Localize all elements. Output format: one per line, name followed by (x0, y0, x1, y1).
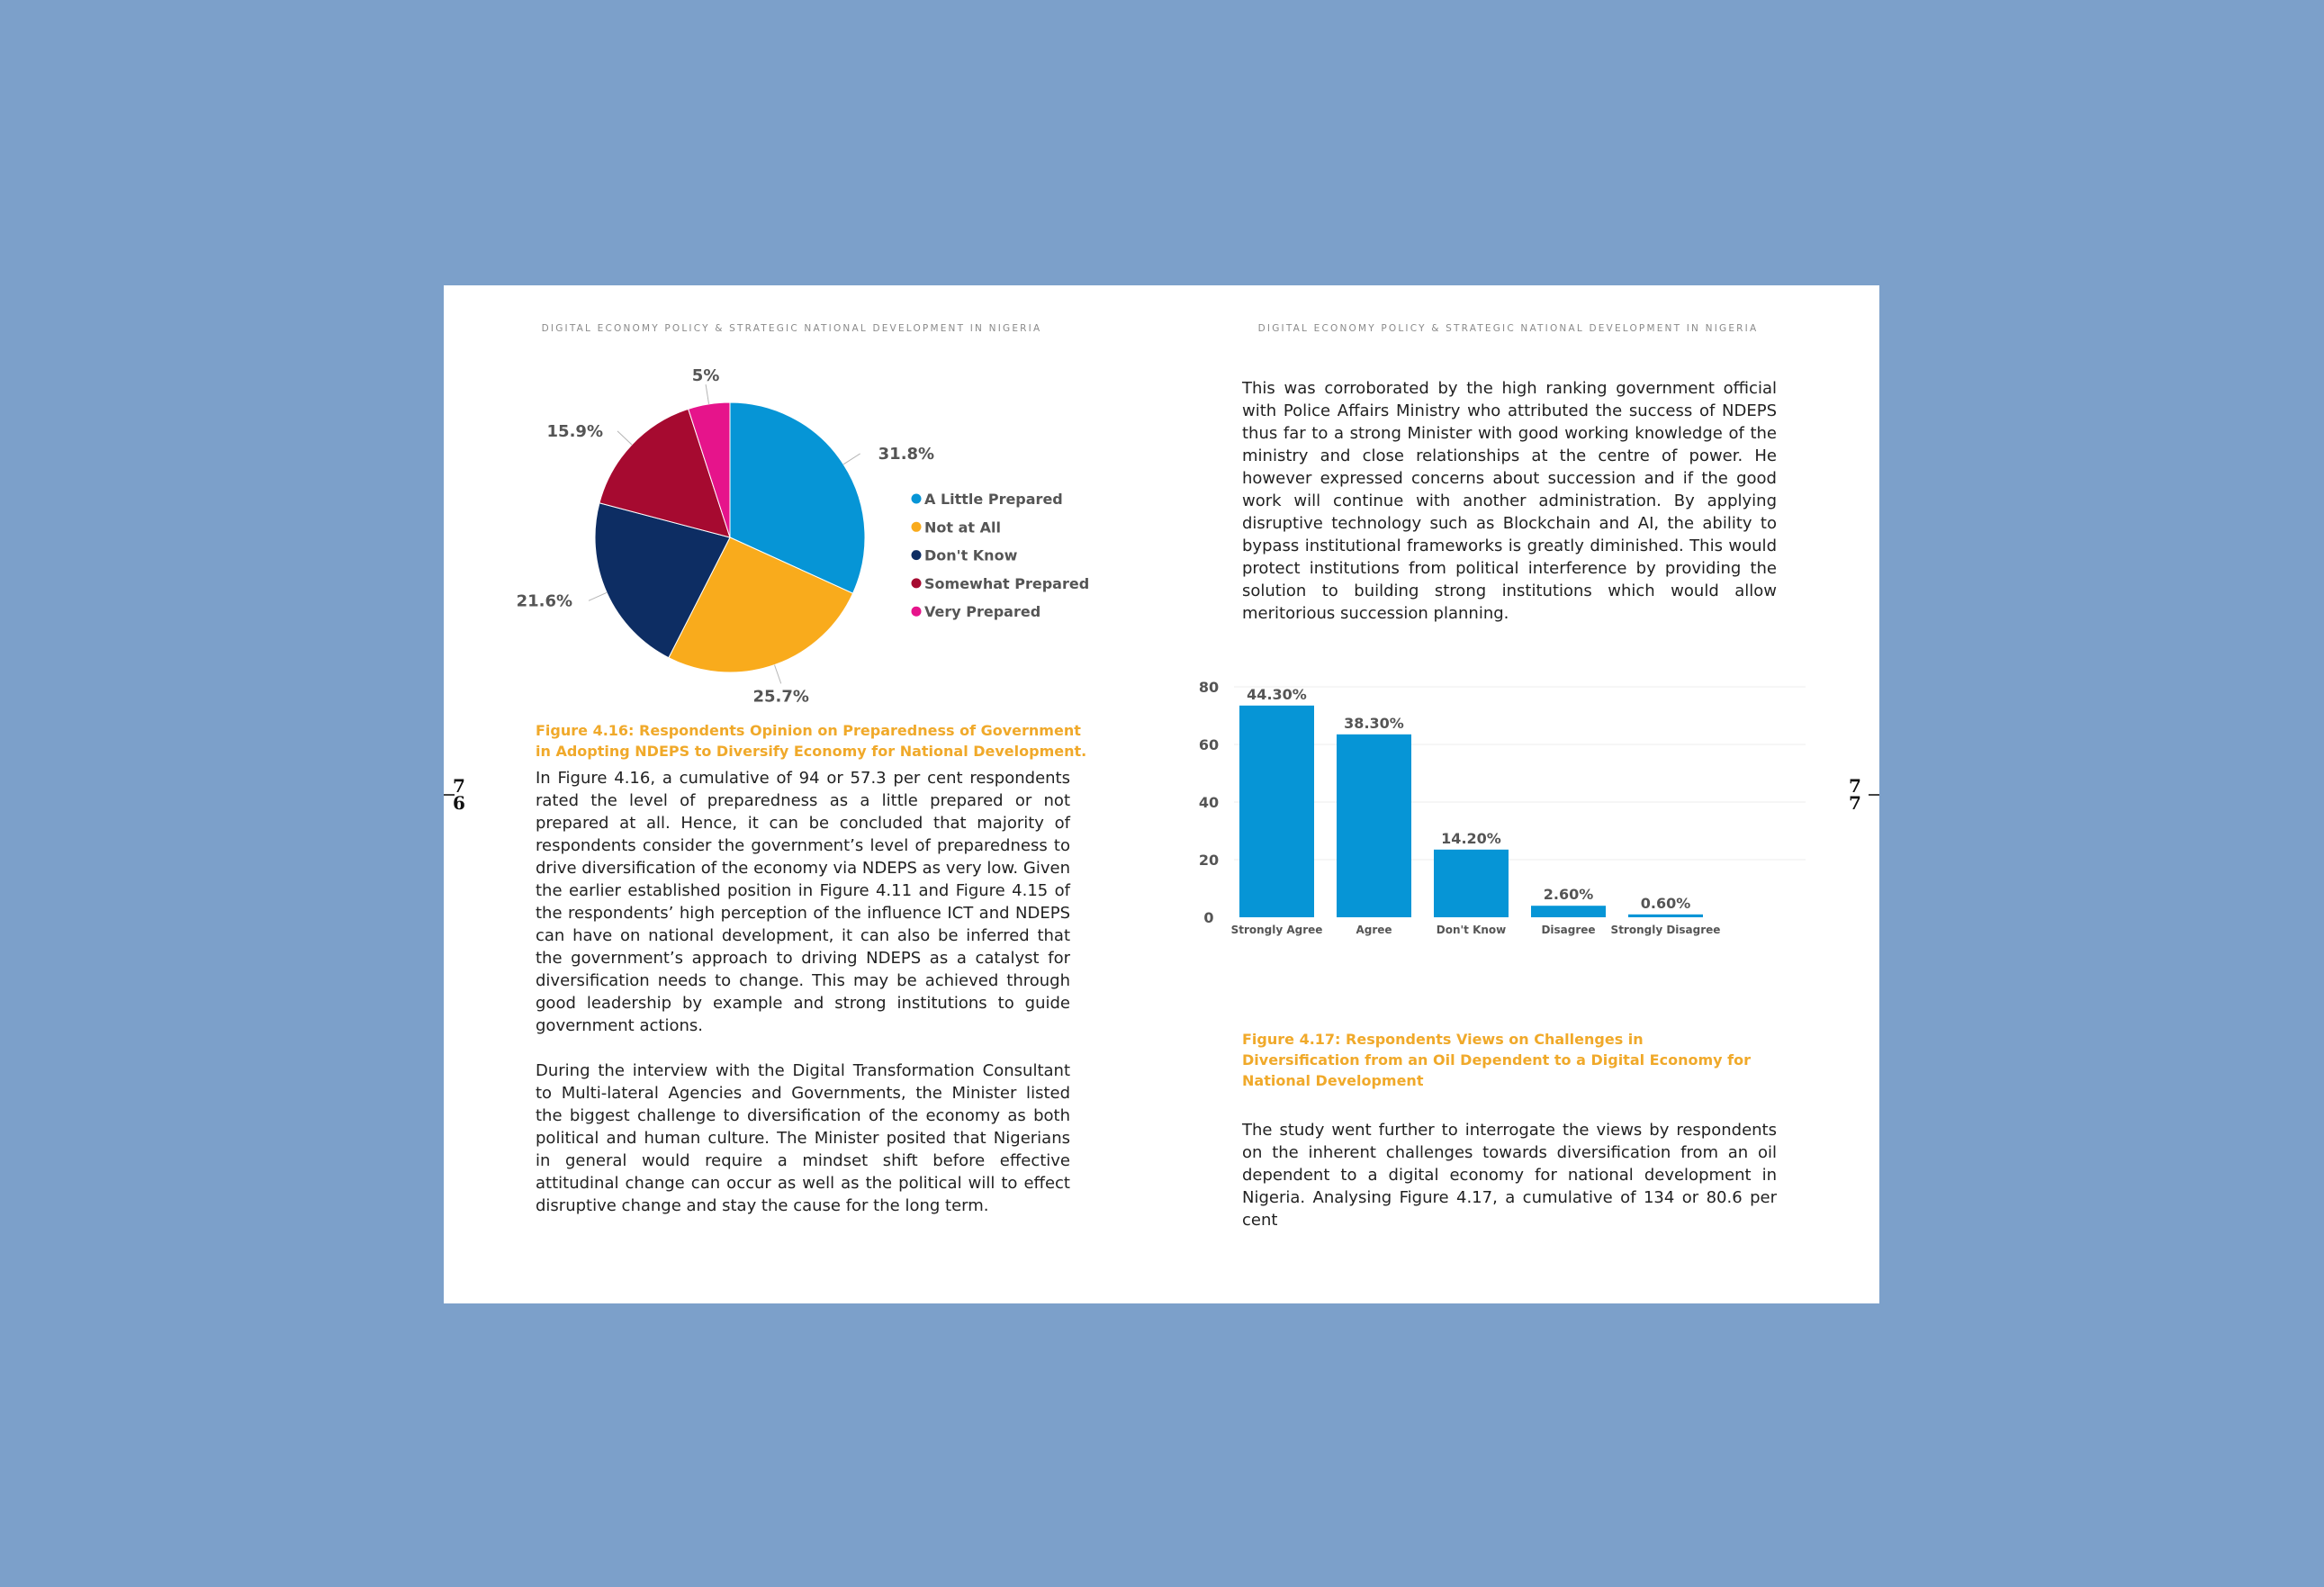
x-tick-label-strongly-disagree: Strongly Disagree (1610, 924, 1721, 936)
pie-leader-not-at-all (774, 665, 780, 684)
figure-caption-4-17: Figure 4.17: Respondents Views on Challenges in Diversification from an Oil Dependent to a Digital Economy for National Development (1242, 1031, 1751, 1089)
bar-don-t-know (1434, 850, 1509, 917)
page-number-left-digit-1: 7 (453, 775, 465, 797)
bar-chart (1162, 645, 1879, 942)
pie-data-label-don-t-know: 21.6% (516, 591, 573, 611)
right-page (1162, 285, 1879, 1303)
right-paragraph-2: The study went further to interrogate the views by respondents on the inherent challenges towards diversification from an oil dependent to a digital economy for national development in Nigeria. Analysing Figure 4.17, a cumulative of 134 or 80.6 per cent (1242, 1121, 1777, 1230)
legend-label-a-little-prepared: A Little Prepared (924, 491, 1063, 508)
y-tick-label-60: 60 (1198, 736, 1220, 753)
bar-data-label-don-t-know: 14.20% (1441, 829, 1501, 847)
bar-data-label-disagree: 2.60% (1543, 886, 1594, 904)
y-tick-label-40: 40 (1198, 794, 1220, 811)
page-number-right-digit-2: 7 (1849, 792, 1861, 814)
figure-caption-4-16: Figure 4.16: Respondents Opinion on Preparedness of Government in Adopting NDEPS to Diversify Economy for National Development. (536, 722, 1087, 760)
page-number-right (1849, 775, 1861, 814)
y-tick-label-80: 80 (1198, 679, 1220, 696)
right-paragraph-1: This was corroborated by the high ranking government official with Police Affairs Ministry who attributed the success of NDEPS thus far to a strong Minister with good working knowledge of the ministry and close relationships at the centre of power. He however expressed concerns about succession and if the good work will continue with another administration. By applying disruptive technology such as Blockchain and AI, the ability to bypass institutional frameworks is greatly diminished. This would protect institutions from political interference by providing the solution to building strong institutions which would allow meritorious succession planning. (1242, 379, 1777, 623)
left-page (444, 285, 1161, 1303)
legend-label-somewhat-prepared: Somewhat Prepared (924, 574, 1090, 592)
x-tick-label-disagree: Disagree (1541, 924, 1596, 936)
left-paragraph-1: In Figure 4.16, a cumulative of 94 or 57.3 per cent respondents rated the level of preparedness as a little prepared or not prepared at all. Hence, it can be concluded that majority of respondents consider the government’s level of preparedness to drive diversification of the economy via NDEPS as very low. Given the earlier established position in Figure 4.11 and Figure 4.15 of the respondents’ high perception of the influence ICT and NDEPS can have on national development, it can also be inferred that the government’s approach to driving NDEPS as a catalyst for diversification needs to change. This may be achieved through good leadership by example and strong institutions to guide government actions. (536, 769, 1070, 1035)
bar-agree (1337, 735, 1411, 917)
pie-data-label-a-little-prepared: 31.8% (878, 444, 935, 464)
x-tick-label-don-t-know: Don't Know (1436, 924, 1507, 936)
pie-data-label-very-prepared: 5% (691, 366, 720, 386)
left-paragraph-2: During the interview with the Digital Transformation Consultant to Multi-lateral Agencies and Governments, the Minister listed the biggest challenge to diversification of the economy as both political and human culture. The Minister posited that Nigerians in general would require a mindset shift before effective attitudinal change can occur as well as the political will to effect disruptive change and stay the cause for the long term. (536, 1061, 1070, 1215)
legend-swatch-very-prepared (912, 607, 922, 617)
pie-leader-a-little-prepared (843, 454, 860, 464)
legend-swatch-not-at-all (912, 522, 922, 532)
page-edge-tick-right (1869, 794, 1879, 796)
x-tick-label-agree: Agree (1356, 924, 1392, 936)
legend-swatch-a-little-prepared (912, 494, 922, 504)
x-tick-label-strongly-agree: Strongly Agree (1230, 924, 1323, 936)
page-number-right-digit-1: 7 (1849, 775, 1861, 797)
legend-swatch-don-t-know (912, 550, 922, 560)
bar-data-label-strongly-agree: 44.30% (1247, 685, 1307, 703)
pie-leader-very-prepared (706, 384, 708, 404)
pie-data-label-not-at-all: 25.7% (752, 687, 809, 707)
y-tick-label-20: 20 (1198, 852, 1220, 869)
book-spread (444, 285, 1879, 1303)
legend-swatch-somewhat-prepared (912, 578, 922, 588)
bar-data-label-strongly-disagree: 0.60% (1640, 894, 1691, 912)
bar-disagree (1531, 906, 1606, 917)
bar-strongly-agree (1239, 706, 1314, 917)
running-header: DIGITAL ECONOMY POLICY & STRATEGIC NATIONAL DEVELOPMENT IN NIGERIA (541, 323, 1042, 334)
legend-label-not-at-all: Not at All (924, 518, 1001, 537)
pie-chart (444, 285, 1161, 708)
page-number-left-digit-2: 6 (453, 792, 465, 814)
legend-label-very-prepared: Very Prepared (924, 603, 1041, 621)
page-number-left (453, 775, 465, 814)
bar-data-label-agree: 38.30% (1344, 714, 1404, 732)
pie-data-label-somewhat-prepared: 15.9% (546, 421, 603, 441)
bar-strongly-disagree (1628, 915, 1703, 917)
pie-leader-don-t-know (589, 592, 607, 600)
pie-leader-somewhat-prepared (617, 431, 632, 445)
y-tick-label-0: 0 (1203, 909, 1214, 926)
running-header-right: DIGITAL ECONOMY POLICY & STRATEGIC NATIONAL DEVELOPMENT IN NIGERIA (1257, 323, 1759, 334)
legend-label-don-t-know: Don't Know (924, 546, 1018, 564)
